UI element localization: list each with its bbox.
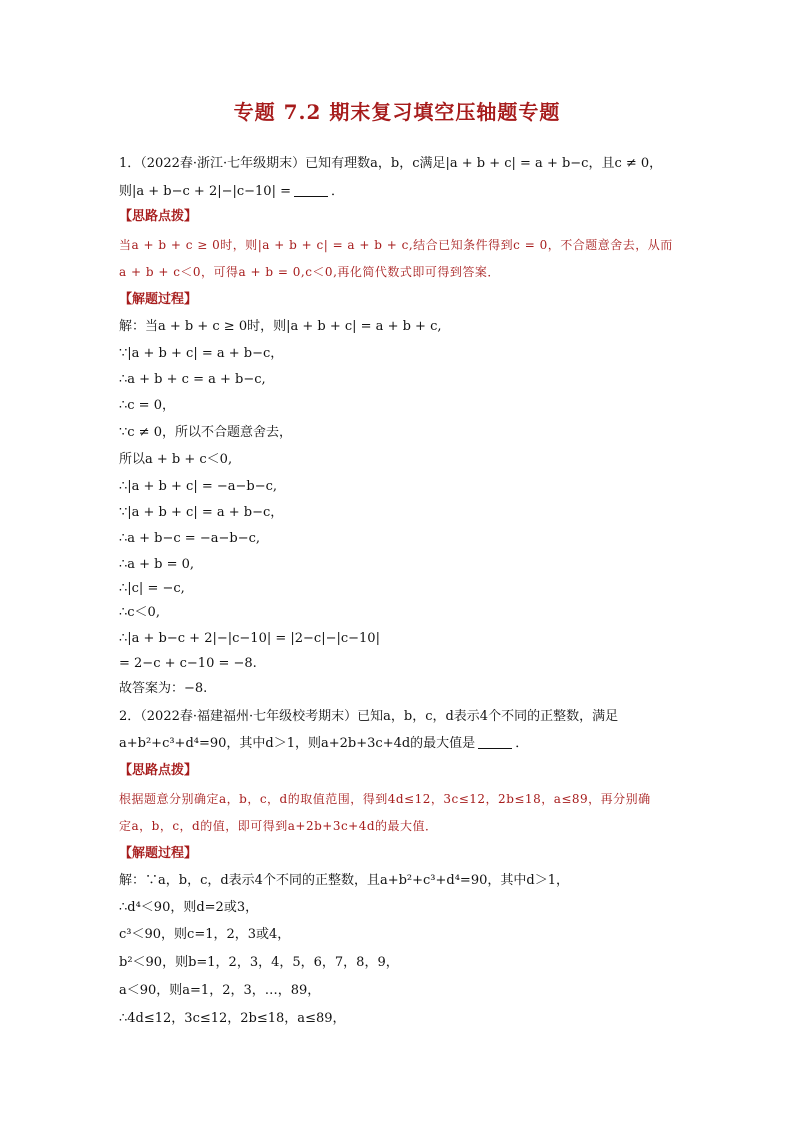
q2-stem-line2 [119,735,528,753]
q1-step: ∴a + b + c = a + b−c, [119,372,266,387]
q1-step: 所以a + b + c＜0, [119,452,233,467]
q1-step: ∴|a + b−c + 2|−|c−10| = |2−c|−|c−10| [119,631,380,646]
q1-step: ∵|a + b + c| = a + b−c， [119,505,284,520]
answer-blank [294,196,328,197]
q1-hint-header: 【思路点拨】 [119,209,198,224]
q1-step: ∴a + b = 0, [119,557,195,572]
q1-step: ∴|a + b + c| = −a−b−c, [119,479,278,494]
q1-answer: 故答案为：−8. [119,681,208,696]
q1-step: ∴c＜0, [119,605,160,620]
q1-stem-line1: 1．（2022春·浙江·七年级期末）已知有理数a，b，c满足|a + b + c| = a + b−c，且c ≠ 0， [119,156,663,171]
q2-stem-text: a+b²+c³+d⁴=90，其中d＞1，则a+2b+3c+4d的最大值是 [119,736,476,751]
q2-stem-line1: 2．（2022春·福建福州·七年级校考期末）已知a，b，c，d表示4个不同的正整数，满足 [119,709,619,724]
q2-step: 解：∵a，b，c，d表示4个不同的正整数，且a+b²+c³+d⁴=90，其中d＞1， [119,873,569,888]
q1-step: ∴|c| = −c, [119,581,185,596]
q2-stem-end: ． [515,736,529,751]
q1-hint-line1: 当a + b + c ≥ 0时，则|a + b + c| = a + b + c,结合已知条件得到c = 0，不合题意舍去，从而 [119,238,673,252]
q1-step: ∴c = 0， [119,398,175,413]
page-title: 专题 7.2 期末复习填空压轴题专题 [233,100,561,124]
q1-stem-text: 则|a + b−c + 2|−|c−10| = [119,184,291,199]
q1-step: 解：当a + b + c ≥ 0时，则|a + b + c| = a + b + c, [119,319,442,334]
q2-step: c³＜90，则c=1，2，3或4， [119,927,291,942]
q2-step: a＜90，则a=1，2，3，…，89， [119,983,321,998]
q1-solve-header: 【解题过程】 [119,292,198,307]
q2-step: b²＜90，则b=1，2，3，4，5，6，7，8，9， [119,955,399,970]
q1-stem-line2 [119,183,344,201]
q2-solve-header: 【解题过程】 [119,846,198,861]
q2-hint-header: 【思路点拨】 [119,763,198,778]
q1-stem-end: ． [330,184,344,199]
q1-step: ∵|a + b + c| = a + b−c， [119,346,284,361]
q2-step: ∴4d≤12，3c≤12，2b≤18，a≤89， [119,1011,346,1026]
q2-hint-line1: 根据题意分别确定a，b，c，d的取值范围，得到4d≤12，3c≤12，2b≤18，a≤89，再分别确 [119,792,651,806]
q1-step: ∵c ≠ 0，所以不合题意舍去， [119,425,292,440]
q2-step: ∴d⁴＜90，则d=2或3， [119,900,259,915]
q1-step: = 2−c + c−10 = −8. [119,656,257,671]
q1-hint-line2: a + b + c＜0，可得a + b = 0,c＜0,再化简代数式即可得到答案． [119,265,500,279]
q1-step: ∴a + b−c = −a−b−c, [119,531,260,546]
q2-hint-line2: 定a，b，c，d的值，即可得到a+2b+3c+4d的最大值． [119,819,438,833]
answer-blank [478,748,512,749]
